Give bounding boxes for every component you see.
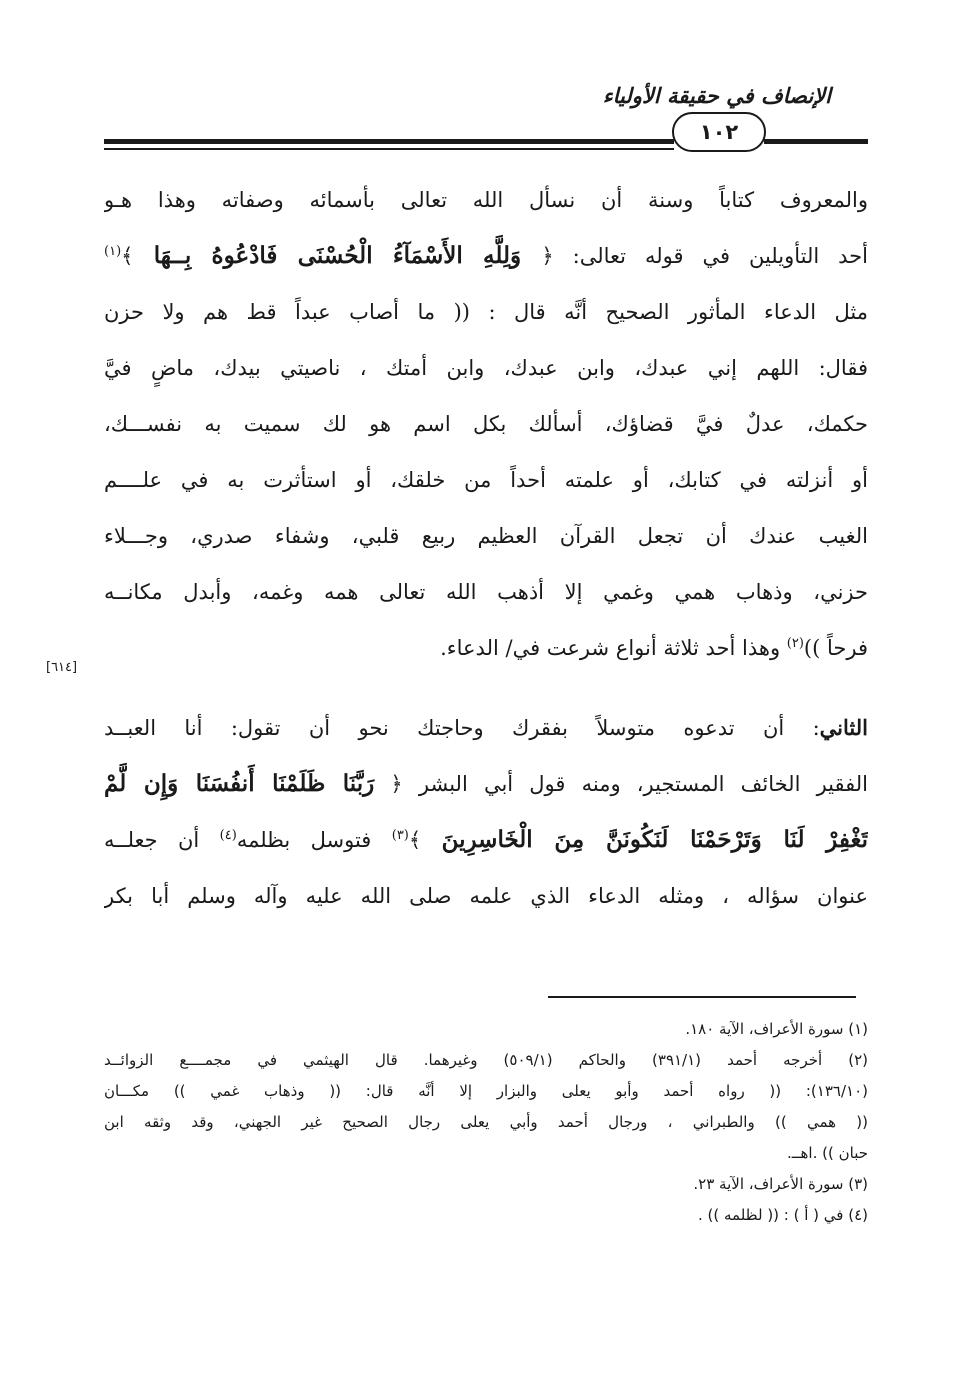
text-line: عنوان سؤاله ، ومثله الدعاء الذي علمه صلى الله عليه وآله وسلم أبا بكر (104, 884, 868, 908)
text-run: فتوسل بظلمه (236, 828, 392, 852)
main-text (104, 172, 868, 924)
footnotes (104, 1014, 868, 1231)
text-line: الغيب عندك أن تجعل القرآن العظيم ربيع قلبي، وشفاء صدري، وجـــلاء (104, 524, 868, 548)
footnote: (٤) في ( أ ) : (( لظلمه )) . (697, 1206, 868, 1224)
text-line: أو أنزلته في كتابك، أو علمته أحداً من خلقك، أو استأثرت به في علــــم (104, 468, 868, 492)
text-run: فرحاً )) (803, 636, 868, 660)
header-rule-thin (104, 148, 674, 150)
text-line (104, 620, 868, 676)
section-keyword: الثاني (819, 715, 868, 740)
margin-reference: [٦١٤] (46, 660, 78, 675)
text-line: مثل الدعاء المأثور الصحيح أنَّه قال : (( ما أصاب عبداً قط هم ولا حزن (104, 300, 868, 324)
text-run: وهذا أحد ثلاثة أنواع شرعت في/ الدعاء. (440, 636, 787, 660)
text-run: أن جعلــه (104, 828, 220, 852)
footnote-ref: (٤) (219, 828, 237, 843)
quran-bracket: ﴾ (408, 828, 442, 852)
text-line (104, 756, 868, 812)
header-rule-right (764, 139, 868, 144)
quran-verse: تَغْفِرْ لَنَا وَتَرْحَمْنَا لَنَكُونَنَّ مِنَ الْخَاسِرِينَ (441, 826, 868, 853)
header-rule-thick (104, 139, 674, 144)
footnote-ref: (٣) (391, 828, 409, 843)
footnote: (٢) أخرجه أحمد (٣٩١/١) والحاكم (٥٠٩/١) وغيرهما. قال الهيثمي في مجمــــع الزوائــد (104, 1051, 868, 1069)
footnote-ref: (١) (104, 244, 122, 259)
text-run: : أن تدعوه متوسلاً بفقرك وحاجتك نحو أن تقول: أنا العبــد (104, 716, 820, 740)
footnote: (٣) سورة الأعراف، الآية ٢٣. (693, 1175, 868, 1193)
text-line (104, 812, 868, 868)
text-line: حزني، وذهاب همي وغمي إلا أذهب الله تعالى همه وغمه، وأبدل مكانــه (104, 580, 868, 604)
quran-verse: رَبَّنَا ظَلَمْنَا أَنفُسَنَا وَإِن لَّمْ (104, 770, 375, 797)
footnote: حبان )) .اهــ. (786, 1144, 868, 1162)
text-run: الفقير الخائف المستجير، ومنه قول أبي البشر ﴿ (374, 772, 868, 796)
quran-bracket: ﴾ (121, 244, 134, 268)
page-number: ١٠٢ (699, 120, 739, 144)
text-run: أحد التأويلين في قوله تعالى: ﴿ (541, 244, 868, 268)
running-title: الإنصاف في حقيقة الأولياء (602, 84, 831, 108)
footnote: (١٣٦/١٠): (( رواه أحمد وأبو يعلى والبزار إلا أنَّه قال: (( وذهاب غمي )) مكـــان (104, 1082, 868, 1100)
footnote: (١) سورة الأعراف، الآية ١٨٠. (685, 1020, 868, 1038)
text-line: والمعروف كتاباً وسنة أن نسأل الله تعالى بأسمائه وصفاته وهذا هـو (104, 188, 868, 212)
footnote-rule (548, 996, 856, 998)
text-line (104, 700, 868, 756)
footnote-ref: (٢) (786, 636, 804, 651)
quran-verse: وَلِلَّهِ الأَسْمَآءُ الْحُسْنَى فَادْعُوهُ بِــهَا (133, 242, 542, 269)
text-line: حكمك، عدلٌ فيَّ قضاؤك، أسألك بكل اسم هو لك سميت به نفســـك، (104, 412, 868, 436)
footnote: (( همي )) والطبراني ، ورجال أحمد وأبي يعلى رجال الصحيح غير الجهني، وقد وثقه ابن (104, 1113, 868, 1131)
text-line: فقال: اللهم إني عبدك، وابن عبدك، وابن أمتك ، ناصيتي بيدك، ماضٍ فيَّ (104, 356, 868, 380)
page-number-badge (672, 112, 766, 152)
text-line (104, 228, 868, 284)
